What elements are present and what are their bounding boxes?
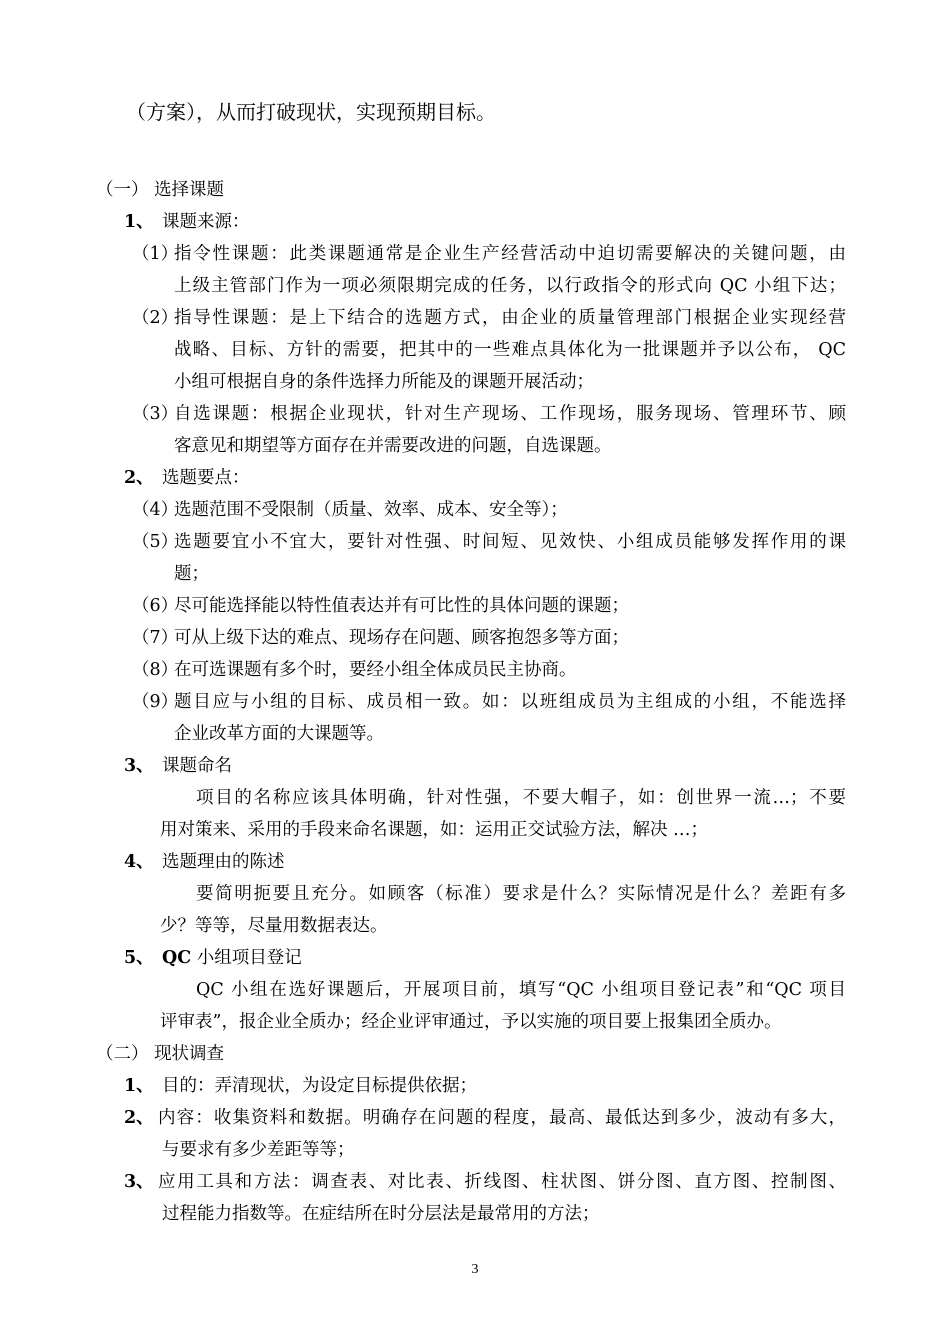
- subsection-number: 3、: [124, 1172, 154, 1192]
- subsection-title: 选题要点：: [162, 468, 250, 488]
- subsection-number: 1、: [124, 212, 154, 232]
- subsection-number: 1、: [124, 1076, 154, 1096]
- subsection-title: 课题来源：: [162, 212, 250, 232]
- list-item-4-line-1: 选题范围不受限制（质量、效率、成本、安全等）；: [174, 500, 568, 520]
- list-item-3-line-2: 客意见和期望等方面存在并需要改进的问题，自选课题。: [174, 436, 612, 456]
- list-item-marker-2: （2）: [132, 308, 179, 328]
- list-item-9-line-2: 企业改革方面的大课题等。: [174, 724, 384, 744]
- list-item-9-line-1: 题目应与小组的目标、成员相一致。如：以班组成员为主组成的小组，不能选择: [174, 692, 846, 712]
- list-item-marker-5: （5）: [132, 532, 179, 552]
- list-item-marker-1: （1）: [132, 244, 179, 264]
- list-item-2-line-3: 小组可根据自身的条件选择力所能及的课题开展活动；: [174, 372, 594, 392]
- list-item-2-line-1: 指导性课题：是上下结合的选题方式，由企业的质量管理部门根据企业实现经营: [174, 308, 846, 328]
- subsection-number: 4、: [124, 852, 154, 872]
- list-item-3-line-1: 自选课题：根据企业现状，针对生产现场、工作现场，服务现场、管理环节、顾: [174, 404, 846, 424]
- list-item-7-line-1: 可从上级下达的难点、现场存在问题、顾客抱怨多等方面；: [174, 628, 629, 648]
- section-2-item-3-line-2: 过程能力指数等。在症结所在时分层法是最常用的方法；: [162, 1204, 600, 1224]
- list-item-5-line-1: 选题要宜小不宜大，要针对性强、时间短、见效快、小组成员能够发挥作用的课: [174, 532, 846, 552]
- section-2-item-2-number: [124, 1106, 162, 1130]
- subsection-number: 2、: [124, 468, 154, 488]
- section-2-item-1: [124, 1074, 477, 1098]
- lead-text: （方案），从而打破现状，实现预期目标。: [126, 100, 496, 124]
- section-2-item-2-line-2: 与要求有多少差距等等；: [162, 1140, 355, 1160]
- subsection-1-2: [124, 466, 250, 490]
- subsection-title-bold: QC: [162, 948, 192, 968]
- subsection-1-1: [124, 210, 250, 234]
- subsection-title: 课题命名: [162, 756, 232, 776]
- list-item-6-line-1: 尽可能选择能以特性值表达并有可比性的具体问题的课题；: [174, 596, 629, 616]
- list-item-marker-7: （7）: [132, 628, 179, 648]
- subsection-number: 2、: [124, 1108, 154, 1128]
- paragraph-line: 评审表”，报企业全质办；经企业评审通过，予以实施的项目要上报集团全质办。: [160, 1012, 782, 1032]
- list-item-2-line-2: 战略、目标、方针的需要，把其中的一些难点具体化为一批课题并予以公布， QC: [174, 340, 846, 360]
- list-item-marker-4: （4）: [132, 500, 179, 520]
- subsection-1-3: [124, 754, 232, 778]
- section-2-item-2-line-1: 内容：收集资料和数据。明确存在问题的程度，最高、最低达到多少，波动有多大，: [158, 1108, 846, 1128]
- subsection-1-5: [124, 946, 302, 970]
- list-item-1-line-2: 上级主管部门作为一项必须限期完成的任务，以行政指令的形式向 QC 小组下达；: [174, 276, 846, 296]
- list-item-5-line-2: 题；: [174, 564, 209, 584]
- paragraph-line: 要简明扼要且充分。如顾客（标准）要求是什么？实际情况是什么？差距有多: [196, 884, 846, 904]
- list-item-marker-6: （6）: [132, 596, 179, 616]
- subsection-number: 3、: [124, 756, 154, 776]
- subsection-title: 小组项目登记: [191, 948, 302, 968]
- paragraph-line: 少？等等，尽量用数据表达。: [160, 916, 388, 936]
- subsection-number: 5、: [124, 948, 154, 968]
- item-text: 目的：弄清现状，为设定目标提供依据；: [162, 1076, 477, 1096]
- section-2-item-3-number: [124, 1170, 162, 1194]
- section-1-title: （一） 选择课题: [96, 180, 225, 200]
- subsection-1-4: [124, 850, 285, 874]
- list-item-marker-9: （9）: [132, 692, 179, 712]
- list-item-marker-8: （8）: [132, 660, 179, 680]
- subsection-title: 选题理由的陈述: [162, 852, 285, 872]
- section-2-item-3-line-1: 应用工具和方法：调查表、对比表、折线图、柱状图、饼分图、直方图、控制图、: [158, 1172, 846, 1192]
- list-item-1-line-1: 指令性课题：此类课题通常是企业生产经营活动中迫切需要解决的关键问题，由: [174, 244, 846, 264]
- list-item-marker-3: （3）: [132, 404, 179, 424]
- list-item-8-line-1: 在可选课题有多个时，要经小组全体成员民主协商。: [174, 660, 577, 680]
- page-number: 3: [471, 1262, 479, 1277]
- paragraph-line: 项目的名称应该具体明确，针对性强，不要大帽子，如：创世界一流…；不要: [196, 788, 846, 808]
- paragraph-line: QC 小组在选好课题后，开展项目前，填写“QC 小组项目登记表”和“QC 项目: [196, 980, 846, 1000]
- paragraph-line: 用对策来、采用的手段来命名课题，如：运用正交试验方法，解决 …；: [160, 820, 709, 840]
- section-2-title: （二） 现状调查: [96, 1044, 225, 1064]
